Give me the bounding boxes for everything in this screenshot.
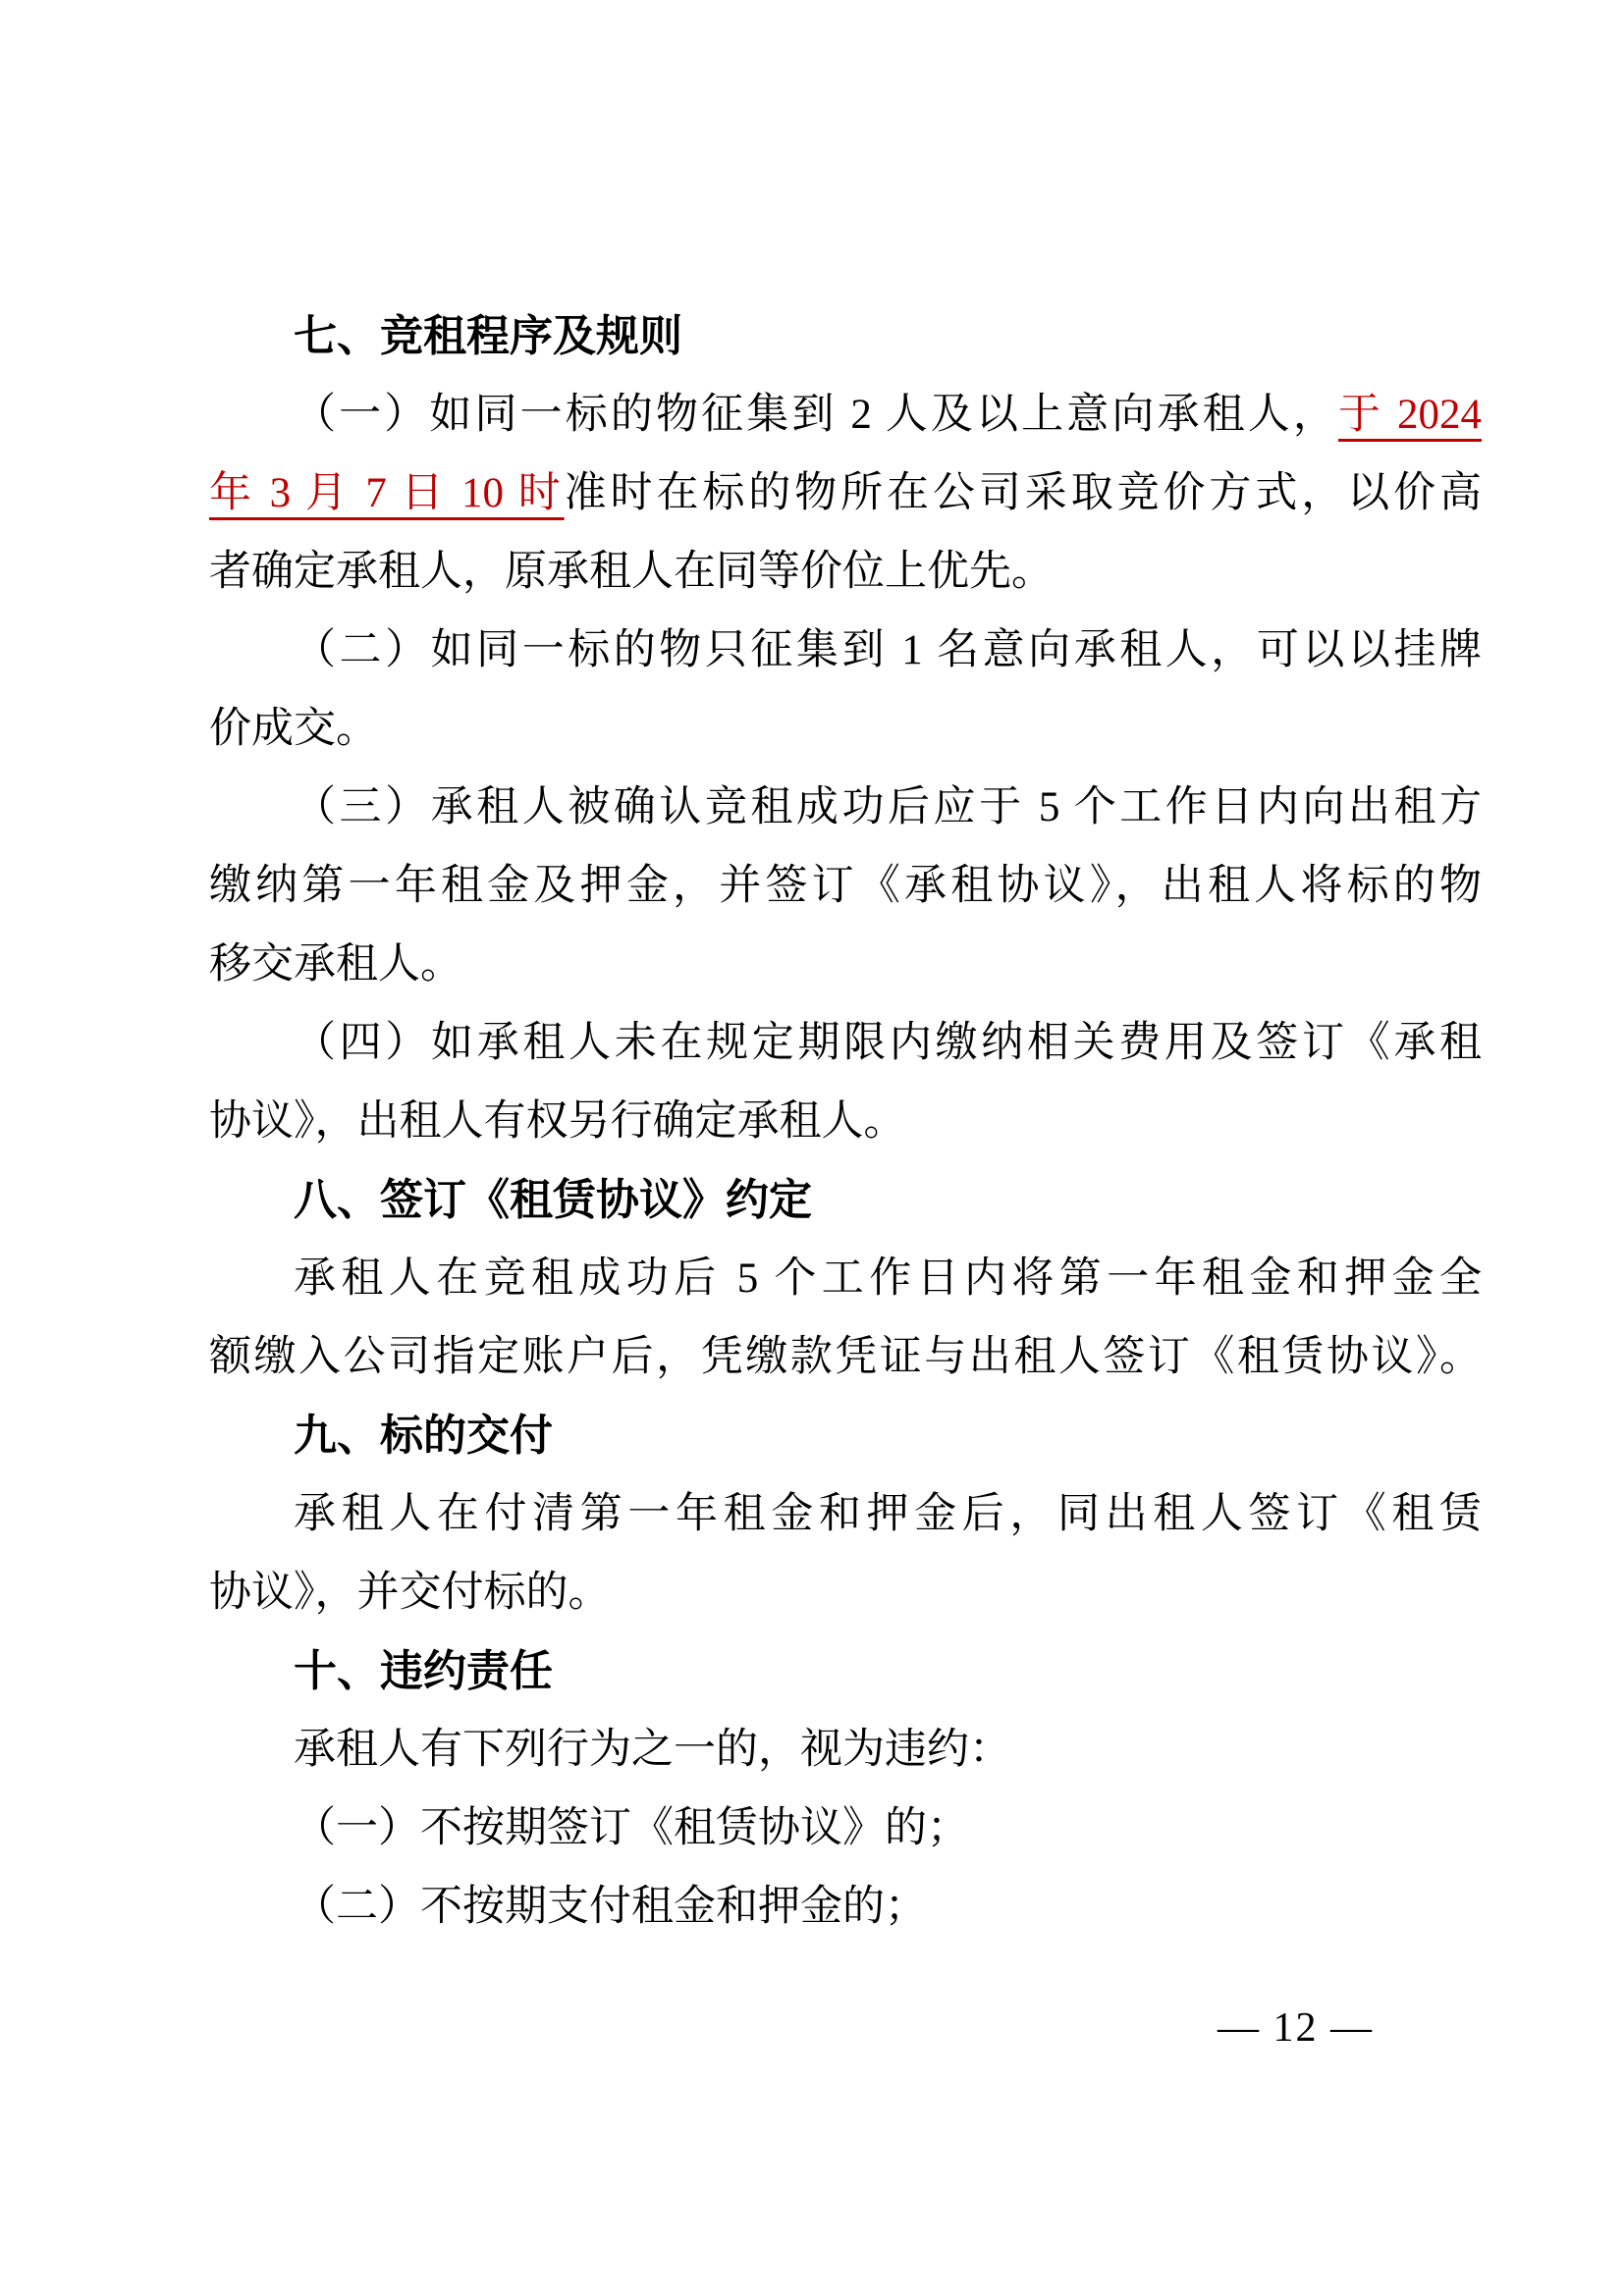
body-text: 准时在标的物所在公司采取竞价方式，以价高 bbox=[564, 470, 1483, 516]
body-line bbox=[209, 1711, 1482, 1789]
body-line bbox=[209, 1554, 1482, 1632]
section-heading: 七、竞租程序及规则 bbox=[294, 312, 682, 360]
body-text: 协议》，出租人有权另行确定承租人。 bbox=[209, 1098, 906, 1145]
body-line bbox=[209, 1083, 1482, 1161]
body-text: 协议》，并交付标的。 bbox=[209, 1570, 611, 1616]
body-text: （四）如承租人未在规定期限内缴纳相关费用及签订《承租 bbox=[294, 1020, 1482, 1066]
document-body bbox=[209, 297, 1482, 1947]
body-line bbox=[209, 454, 1482, 533]
body-text: （三）承租人被确认竞租成功后应于 5 个工作日内向出租方 bbox=[294, 784, 1482, 830]
body-line bbox=[209, 376, 1482, 454]
body-line bbox=[209, 612, 1482, 690]
body-text: （二）如同一标的物只征集到 1 名意向承租人，可以以挂牌 bbox=[294, 627, 1482, 673]
page-number: — 12 — bbox=[1218, 2005, 1374, 2051]
body-line bbox=[209, 1318, 1482, 1397]
body-line bbox=[209, 769, 1482, 847]
body-line bbox=[209, 1789, 1482, 1868]
highlighted-date-text: 年 3 月 7 日 10 时 bbox=[209, 470, 565, 516]
section-heading: 十、违约责任 bbox=[294, 1647, 553, 1695]
body-text: （一）如同一标的物征集到 2 人及以上意向承租人， bbox=[294, 392, 1338, 438]
body-line bbox=[209, 690, 1482, 769]
section-heading: 八、签订《租赁协议》约定 bbox=[294, 1176, 812, 1224]
body-text: 移交承租人。 bbox=[209, 941, 462, 988]
body-text: 者确定承租人，原承租人在同等价位上优先。 bbox=[209, 549, 1054, 595]
body-line bbox=[209, 847, 1482, 926]
body-line bbox=[209, 533, 1482, 612]
body-text: 价成交。 bbox=[209, 706, 378, 752]
body-text: 承租人在竞租成功后 5 个工作日内将第一年租金和押金全 bbox=[294, 1255, 1482, 1302]
body-line bbox=[209, 1004, 1482, 1083]
body-text: 承租人有下列行为之一的，视为违约： bbox=[294, 1727, 1011, 1773]
body-line bbox=[209, 1240, 1482, 1318]
body-text: 缴纳第一年租金及押金，并签订《承租协议》，出租人将标的物 bbox=[209, 863, 1482, 909]
body-text: 承租人在付清第一年租金和押金后，同出租人签订《租赁 bbox=[294, 1491, 1482, 1537]
highlighted-date-text: 于 2024 bbox=[1338, 392, 1482, 438]
body-line bbox=[209, 1475, 1482, 1554]
body-text: （一）不按期签订《租赁协议》的； bbox=[294, 1805, 969, 1851]
body-line bbox=[209, 1868, 1482, 1947]
body-line bbox=[209, 926, 1482, 1004]
body-text: 额缴入公司指定账户后，凭缴款凭证与出租人签订《租赁协议》。 bbox=[209, 1334, 1482, 1380]
body-text: （二）不按期支付租金和押金的； bbox=[294, 1884, 927, 1930]
section-heading: 九、标的交付 bbox=[294, 1412, 553, 1460]
